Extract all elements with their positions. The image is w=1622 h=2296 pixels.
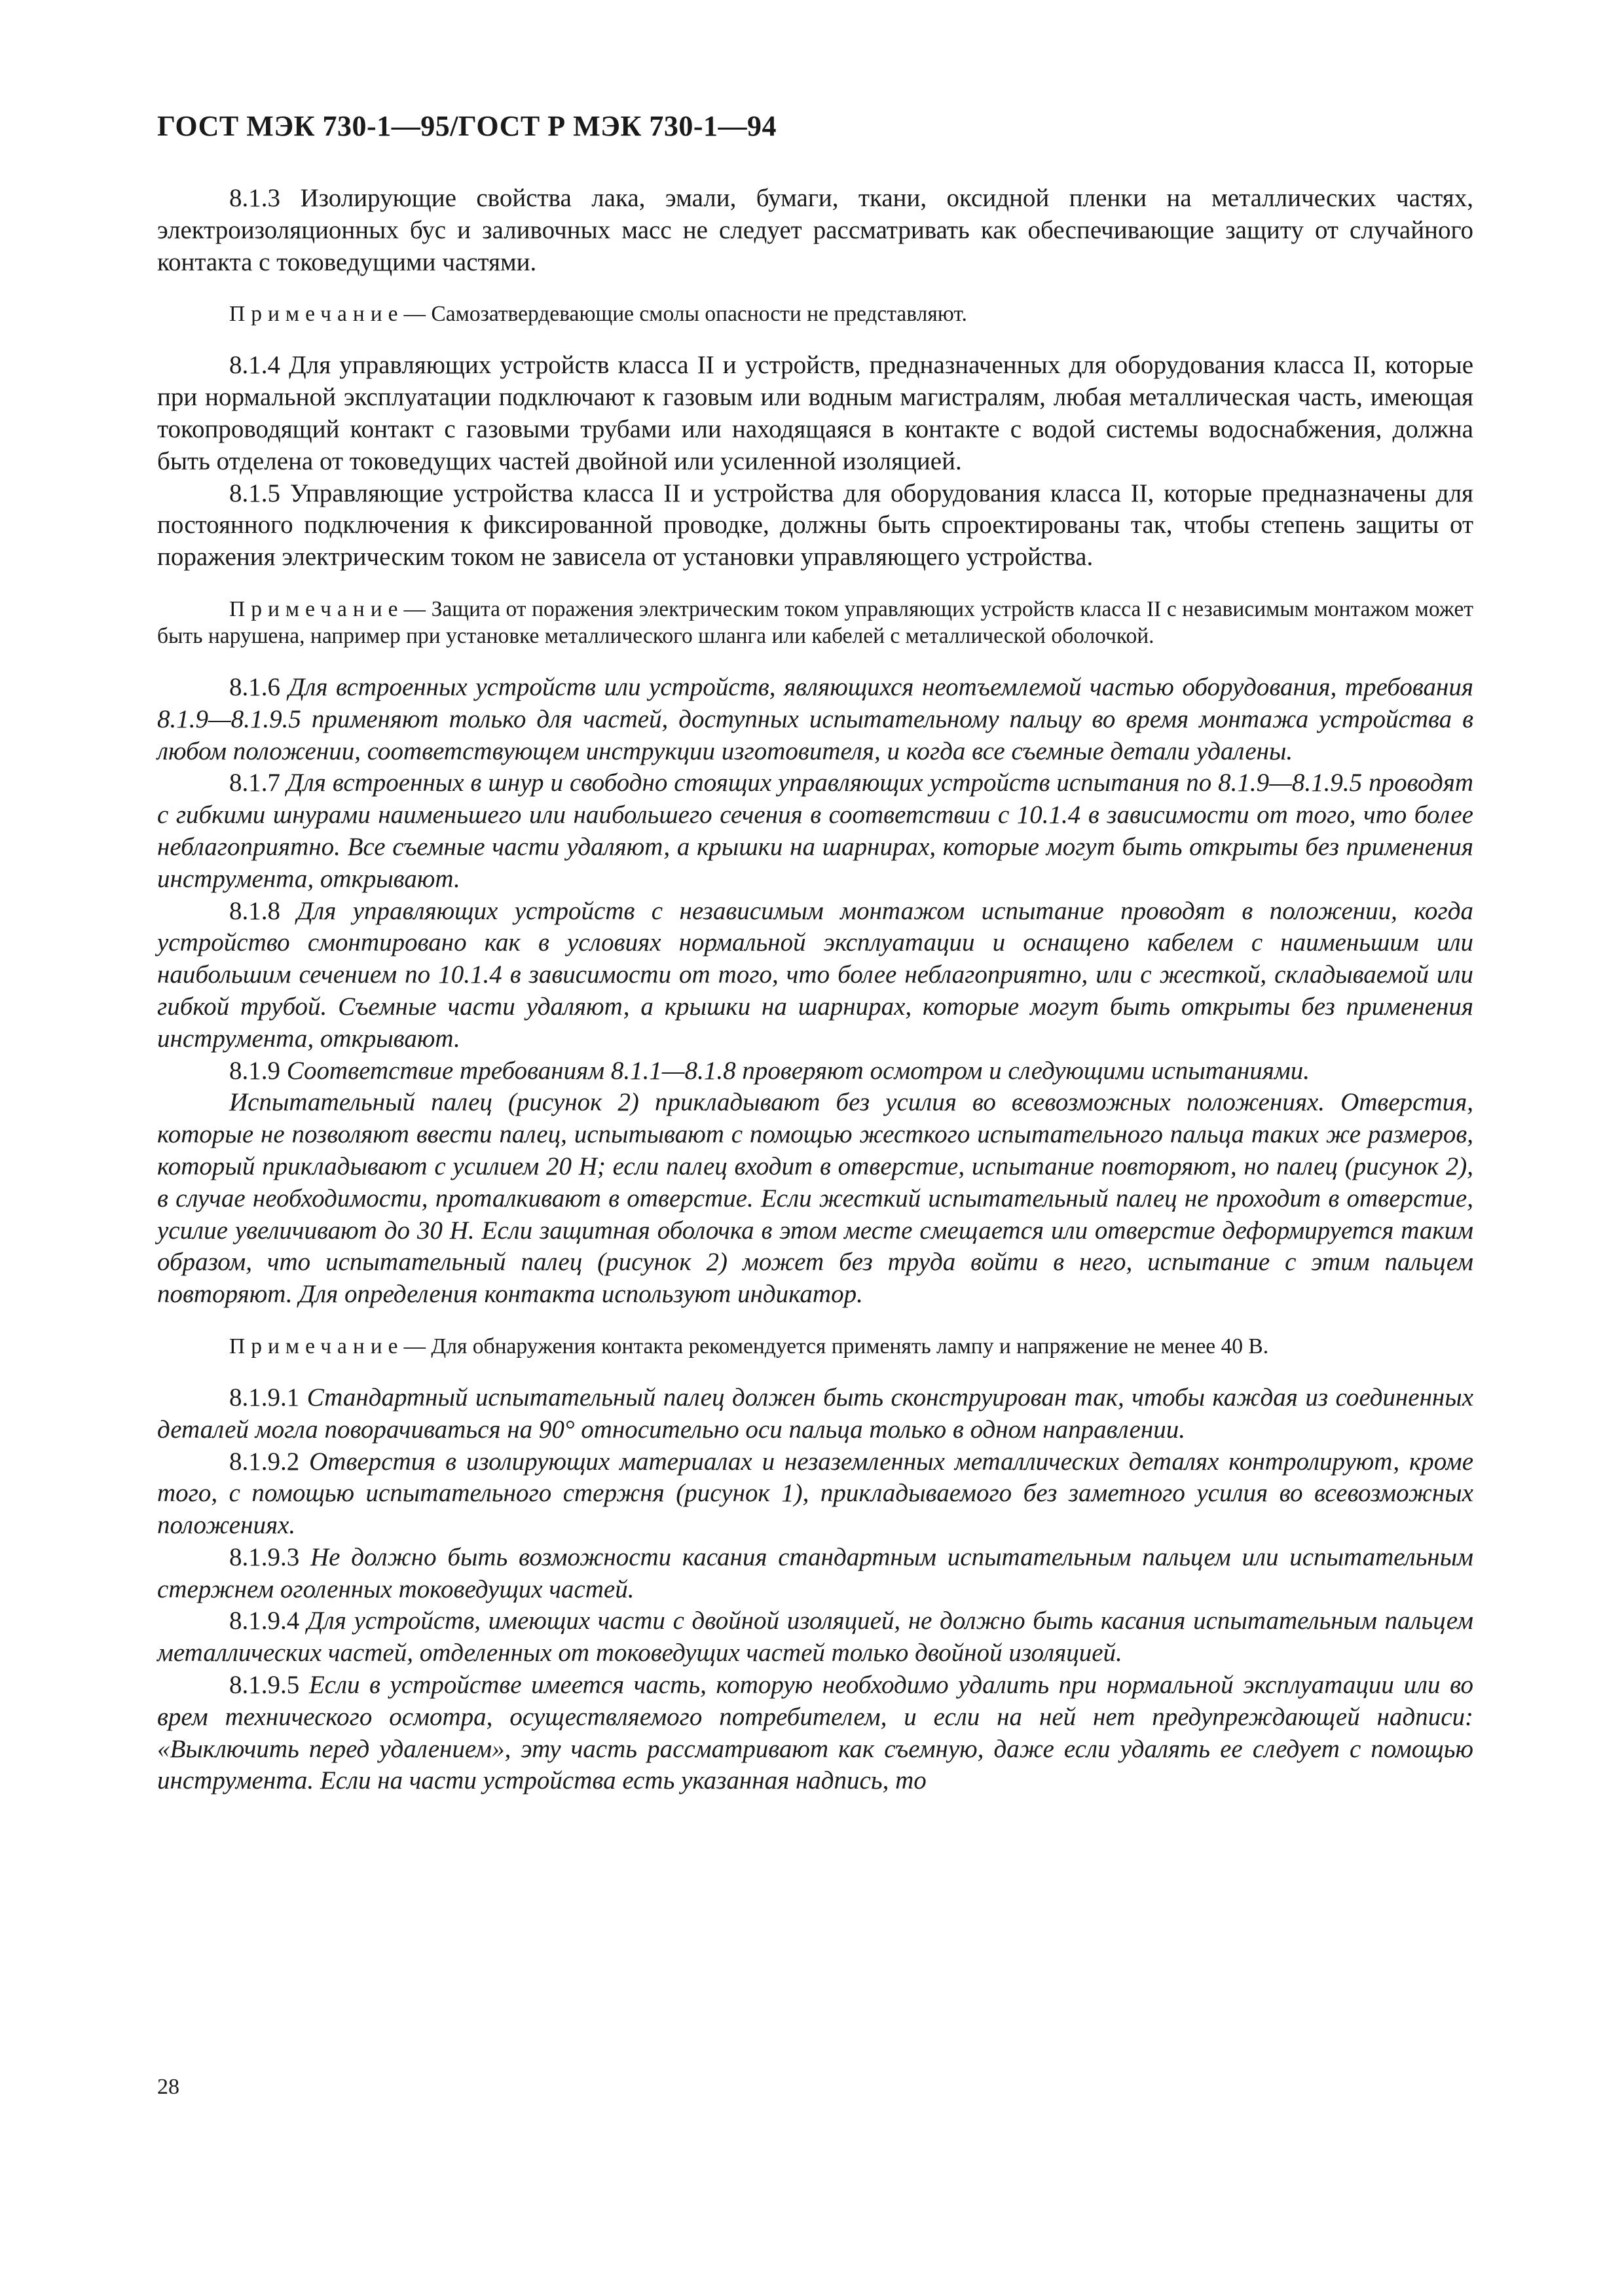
note-label: Примечание bbox=[229, 1334, 404, 1358]
clause-number: 8.1.7 bbox=[229, 769, 280, 797]
clause-text: Изолирующие свойства лака, эмали, бумаги, ткани, оксидной пленки на металлических частях, электроизоляционных бус и заливочных масс не следует рассматривать как обеспечивающие защиту от случайного контакта с токоведущими частями. bbox=[157, 184, 1473, 276]
note-text: — Самозатвердевающие смолы опасности не представляют. bbox=[403, 302, 967, 327]
clause-number: 8.1.6 bbox=[229, 672, 280, 701]
clause-number: 8.1.9 bbox=[229, 1056, 280, 1085]
clause-8-1-7 bbox=[157, 767, 1473, 895]
clause-8-1-4 bbox=[157, 350, 1473, 477]
note-text: — Защита от поражения электрическим током управляющих устройств класса II с независимым монтажом может быть нарушена, например при установке металлического шланга или кабелей с металлической оболочкой. bbox=[157, 596, 1473, 648]
clause-text: Для управляющих устройств класса II и устройств, предназначенных для оборудования класса II, которые при нормальной эксплуатации подключают к газовым или водным магистралям, любая металлическая часть, имеющая токопроводящий контакт с газовыми трубами или находящаяся в контакте с водой системы водоснабжения, должна быть отделена от токоведущих частей двойной или усиленной изоляцией. bbox=[157, 351, 1474, 475]
clause-8-1-9-4 bbox=[157, 1605, 1473, 1669]
clause-text: Соответствие требованиям 8.1.1—8.1.8 проверяют осмотром и следующими испытаниями. bbox=[286, 1056, 1310, 1085]
clause-8-1-3 bbox=[157, 183, 1473, 278]
document-header: ГОСТ МЭК 730-1—95/ГОСТ Р МЭК 730-1—94 bbox=[157, 110, 777, 142]
clause-number: 8.1.9.4 bbox=[229, 1607, 300, 1635]
clause-text: Для встроенных устройств или устройств, являющихся неотъемлемой частью оборудования, требования 8.1.9—8.1.9.5 применяют только для частей, доступных испытательному пальцу во время монтажа устройства в любом положении, соответствующем инструкции изготовителя, и когда все съемные детали удалены. bbox=[157, 672, 1474, 765]
note-2 bbox=[157, 596, 1473, 649]
clause-8-1-9-3 bbox=[157, 1542, 1473, 1606]
clause-number: 8.1.5 bbox=[229, 479, 280, 507]
note-1 bbox=[157, 301, 1473, 327]
clause-8-1-9-1 bbox=[157, 1382, 1473, 1446]
clause-text: Если в устройстве имеется часть, которую необходимо удалить при нормальной эксплуатации или во врем технического осмотра, осуществляемого потребителем, и если на ней нет предупреждающей надписи: «Выключить перед удалением», эту часть рассматривают как съемную, даже если удалять ее следует с помощью инструмента. Если на части устройства есть указанная надпись, то bbox=[157, 1671, 1473, 1795]
clause-number: 8.1.9.5 bbox=[229, 1671, 300, 1700]
clause-8-1-8 bbox=[157, 896, 1473, 1055]
clause-8-1-9-2 bbox=[157, 1446, 1473, 1542]
clause-number: 8.1.9.1 bbox=[229, 1383, 300, 1412]
clause-8-1-9-body bbox=[157, 1087, 1473, 1311]
clause-text: Для управляющих устройств с независимым монтажом испытание проводят в положении, когда устройство смонтировано как в условиях нормальной эксплуатации и оснащено кабелем с наименьшим или наибольшим сечением по 10.1.4 в зависимости от того, что более неблагоприятно, или с жесткой, складываемой или гибкой трубой. Съемные части удаляют, а крышки на шарнирах, которые могут быть открыты без применения инструмента, открывают. bbox=[157, 896, 1473, 1053]
clause-number: 8.1.8 bbox=[229, 896, 280, 925]
clause-8-1-6 bbox=[157, 672, 1473, 767]
clause-number: 8.1.9.3 bbox=[229, 1542, 300, 1571]
clause-text: Для встроенных в шнур и свободно стоящих управляющих устройств испытания по 8.1.9—8.1.9.5 проводят с гибкими шнурами наименьшего или наибольшего сечения в соответствии с 10.1.4 в зависимости от того, что более неблагоприятно. Все съемные части удаляют, а крышки на шарнирах, которые могут быть открыты без применения инструмента, открывают. bbox=[157, 769, 1474, 893]
clause-number: 8.1.3 bbox=[229, 184, 280, 212]
document-page bbox=[157, 108, 1473, 1797]
clause-8-1-9-5 bbox=[157, 1669, 1473, 1797]
note-label: Примечание bbox=[229, 302, 404, 327]
clause-text: Не должно быть возможности касания стандартным испытательным пальцем или испытательным стержнем оголенных токоведущих частей. bbox=[157, 1542, 1474, 1603]
clause-text: Испытательный палец (рисунок 2) прикладывают без усилия во всевозможных положениях. Отверстия, которые не позволяют ввести палец, испытывают с помощью жесткого испытательного пальца таких же размеров, который прикладывают с усилием 20 Н; если палец входит в отверстие, испытание повторяют, но палец (рисунок 2), в случае необходимости, проталкивают в отверстие. Если жесткий испытательный палец не проходит в отверстие, усилие увеличивают до 30 Н. Если защитная оболочка в этом месте смещается или отверстие деформируется таким образом, что испытательный палец (рисунок 2) может без труда войти в него, испытание с этим пальцем повторяют. Для определения контакта используют индикатор. bbox=[157, 1088, 1473, 1309]
note-label: Примечание bbox=[229, 596, 404, 621]
clause-text: Стандартный испытательный палец должен быть сконструирован так, чтобы каждая из соединенных деталей могла поворачиваться на 90° относительно оси пальца только в одном направлении. bbox=[157, 1383, 1474, 1444]
clause-text: Управляющие устройства класса II и устройства для оборудования класса II, которые предназначены для постоянного подключения к фиксированной проводке, должны быть спроектированы так, чтобы степень защиты от поражения электрическим током не зависела от установки управляющего устройства. bbox=[157, 479, 1473, 572]
page-number: 28 bbox=[157, 2075, 179, 2099]
clause-8-1-9 bbox=[157, 1055, 1473, 1087]
clause-8-1-5 bbox=[157, 478, 1473, 574]
clause-text: Отверстия в изолирующих материалах и незаземленных металлических деталях контролируют, кроме того, с помощью испытательного стержня (рисунок 1), прикладываемого без заметного усилия во всевозможных положениях. bbox=[157, 1447, 1473, 1540]
note-3 bbox=[157, 1333, 1473, 1360]
clause-number: 8.1.9.2 bbox=[229, 1447, 300, 1476]
clause-number: 8.1.4 bbox=[229, 351, 280, 380]
note-text: — Для обнаружения контакта рекомендуется применять лампу и напряжение не менее 40 В. bbox=[403, 1334, 1269, 1358]
clause-text: Для устройств, имеющих части с двойной изоляцией, не должно быть касания испытательным пальцем металлических частей, отделенных от токоведущих частей только двойной изоляцией. bbox=[157, 1607, 1473, 1667]
